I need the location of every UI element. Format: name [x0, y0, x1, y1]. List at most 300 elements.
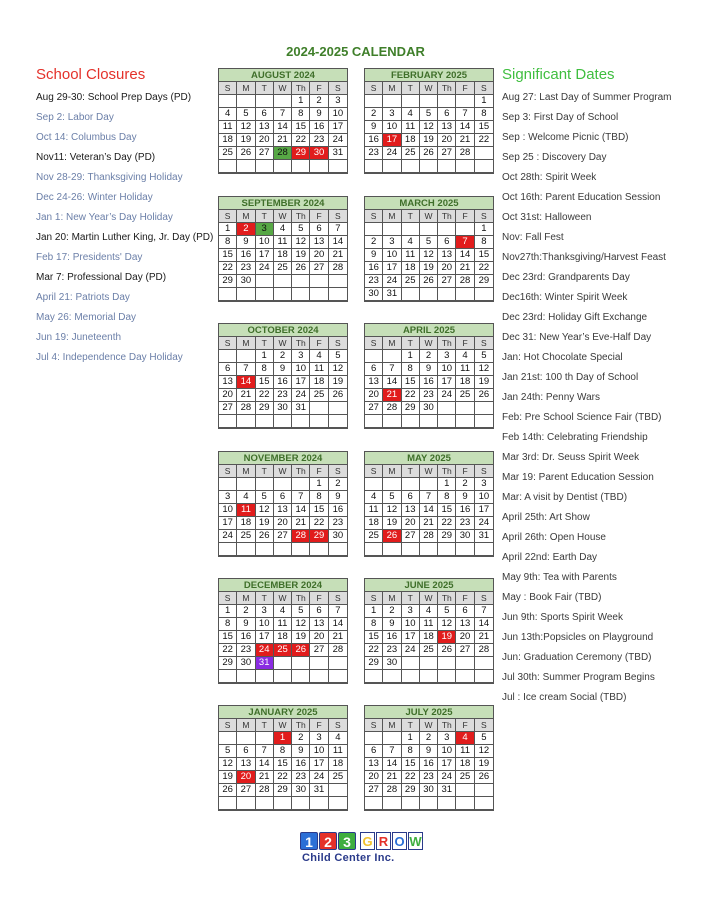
calendar-day: 10: [310, 745, 328, 758]
calendar-empty-cell: [420, 657, 438, 670]
calendar-empty-cell: [292, 478, 310, 491]
calendar-empty-cell: [310, 288, 328, 301]
month-title: DECEMBER 2024: [219, 579, 347, 592]
calendar-day: 16: [237, 631, 255, 644]
calendar-empty-cell: [329, 670, 347, 683]
calendar-day: 18: [310, 376, 328, 389]
significant-date-item: Oct 31st: Halloween: [502, 212, 592, 223]
calendar-day: 14: [475, 618, 493, 631]
calendar-day: 24: [310, 771, 328, 784]
calendar-empty-cell: [456, 402, 474, 415]
calendar-day: 20: [456, 631, 474, 644]
calendar-empty-cell: [365, 543, 383, 556]
calendar-day: 16: [456, 504, 474, 517]
weekday-label: S: [329, 592, 347, 605]
calendar-day: 23: [420, 389, 438, 402]
calendar-day: 21: [475, 631, 493, 644]
calendar-empty-cell: [256, 160, 274, 173]
calendar-day: 22: [292, 134, 310, 147]
closure-item: Dec 24-26: Winter Holiday: [36, 192, 153, 203]
calendar-day: 5: [420, 236, 438, 249]
calendar-day: 21: [329, 631, 347, 644]
calendar-day: 9: [365, 121, 383, 134]
calendar-day: 8: [310, 491, 328, 504]
calendar-day: 2: [420, 732, 438, 745]
calendar-day: 12: [383, 504, 401, 517]
month-calendar: [218, 68, 348, 174]
calendar-day: 28: [383, 784, 401, 797]
calendar-day: 30: [420, 784, 438, 797]
calendar-empty-cell: [383, 415, 401, 428]
calendar-empty-cell: [438, 95, 456, 108]
calendar-empty-cell: [456, 415, 474, 428]
significant-date-item: Sep : Welcome Picnic (TBD): [502, 132, 629, 143]
calendar-day: 5: [383, 491, 401, 504]
significant-dates-list: [502, 64, 692, 712]
calendar-day: 13: [456, 618, 474, 631]
calendar-day: 26: [420, 275, 438, 288]
calendar-empty-cell: [365, 478, 383, 491]
calendar-day: 14: [274, 121, 292, 134]
calendar-day: 27: [438, 147, 456, 160]
calendar-day: 1: [402, 350, 420, 363]
calendar-day: 13: [310, 236, 328, 249]
logo-digit-block: 1: [300, 832, 318, 850]
calendar-day: 1: [274, 732, 292, 745]
calendar-day: 19: [329, 376, 347, 389]
calendar-empty-cell: [274, 288, 292, 301]
calendar-empty-cell: [274, 415, 292, 428]
weekday-label: Th: [438, 719, 456, 732]
calendar-empty-cell: [219, 478, 237, 491]
calendar-day: 21: [256, 771, 274, 784]
calendar-day: 26: [383, 530, 401, 543]
month-title: FEBRUARY 2025: [365, 69, 493, 82]
calendar-empty-cell: [420, 670, 438, 683]
calendar-empty-cell: [402, 670, 420, 683]
calendar-day: 13: [274, 504, 292, 517]
calendar-empty-cell: [402, 288, 420, 301]
calendar-day: 6: [365, 745, 383, 758]
calendar-day: 23: [365, 147, 383, 160]
calendar-empty-cell: [219, 160, 237, 173]
calendar-day: 5: [292, 605, 310, 618]
calendar-day: 21: [420, 517, 438, 530]
calendar-empty-cell: [292, 288, 310, 301]
calendar-day: 17: [256, 631, 274, 644]
calendar-day: 23: [237, 644, 255, 657]
calendar-day: 26: [420, 147, 438, 160]
month-calendar: [364, 196, 494, 302]
calendar-day: 21: [456, 134, 474, 147]
calendar-empty-cell: [292, 160, 310, 173]
calendar-day: 30: [383, 657, 401, 670]
calendar-day: 6: [219, 363, 237, 376]
calendar-day: 3: [383, 236, 401, 249]
calendar-day: 29: [219, 657, 237, 670]
calendar-day: 8: [219, 236, 237, 249]
calendar-day: 14: [329, 236, 347, 249]
calendar-empty-cell: [365, 415, 383, 428]
closure-item: Oct 14: Columbus Day: [36, 132, 137, 143]
calendar-day: 11: [237, 504, 255, 517]
logo-letter-block: O: [392, 832, 407, 850]
calendar-empty-cell: [219, 415, 237, 428]
calendar-day: 15: [402, 758, 420, 771]
calendar-day: 9: [420, 363, 438, 376]
month-title: AUGUST 2024: [219, 69, 347, 82]
logo-word: [360, 832, 423, 850]
calendar-day: 17: [310, 758, 328, 771]
calendar-day: 28: [383, 402, 401, 415]
calendar-day: 4: [237, 491, 255, 504]
calendar-day: 9: [292, 745, 310, 758]
calendar-empty-cell: [456, 160, 474, 173]
calendar-empty-cell: [237, 732, 255, 745]
month-title: JANUARY 2025: [219, 706, 347, 719]
significant-date-item: Dec16th: Winter Spirit Week: [502, 292, 628, 303]
calendar-day: 23: [329, 517, 347, 530]
calendar-day: 19: [475, 376, 493, 389]
weekday-label: F: [310, 210, 328, 223]
calendar-day: 24: [292, 389, 310, 402]
calendar-day: 20: [274, 517, 292, 530]
calendar-empty-cell: [237, 288, 255, 301]
calendar-empty-cell: [383, 478, 401, 491]
weekday-label: S: [475, 465, 493, 478]
weekday-label: Th: [292, 337, 310, 350]
weekday-label: M: [237, 592, 255, 605]
calendar-day: 2: [237, 223, 255, 236]
calendar-day: 2: [310, 95, 328, 108]
calendar-day: 16: [365, 262, 383, 275]
calendar-day: 30: [274, 402, 292, 415]
calendar-day: 7: [329, 223, 347, 236]
calendar-empty-cell: [329, 797, 347, 810]
calendar-empty-cell: [438, 402, 456, 415]
calendar-day: 14: [383, 376, 401, 389]
calendar-day: 10: [256, 236, 274, 249]
calendar-day: 6: [310, 605, 328, 618]
calendar-day: 29: [402, 784, 420, 797]
calendar-day: 23: [456, 517, 474, 530]
weekday-label: M: [383, 719, 401, 732]
weekday-label: S: [365, 82, 383, 95]
month-title: APRIL 2025: [365, 324, 493, 337]
calendar-day: 24: [383, 147, 401, 160]
calendar-empty-cell: [402, 797, 420, 810]
calendar-empty-cell: [329, 657, 347, 670]
calendar-empty-cell: [365, 95, 383, 108]
calendar-day: 12: [420, 121, 438, 134]
calendar-day: 26: [219, 784, 237, 797]
calendar-day: 8: [402, 745, 420, 758]
calendar-day: 18: [237, 517, 255, 530]
significant-date-item: Mar 19: Parent Education Session: [502, 472, 654, 483]
calendar-day: 25: [456, 389, 474, 402]
calendar-day: 29: [310, 530, 328, 543]
calendar-empty-cell: [438, 657, 456, 670]
weekday-label: M: [383, 337, 401, 350]
significant-date-item: Feb: Pre School Science Fair (TBD): [502, 412, 662, 423]
calendar-day: 16: [292, 758, 310, 771]
calendar-empty-cell: [365, 160, 383, 173]
calendar-day: 15: [219, 249, 237, 262]
calendar-day: 29: [219, 275, 237, 288]
calendar-day: 26: [475, 389, 493, 402]
calendar-day: 28: [456, 275, 474, 288]
calendar-day: 12: [475, 363, 493, 376]
calendar-empty-cell: [456, 95, 474, 108]
weekday-label: W: [274, 210, 292, 223]
calendar-empty-cell: [420, 543, 438, 556]
calendar-day: 11: [456, 745, 474, 758]
calendar-empty-cell: [456, 797, 474, 810]
weekday-label: Th: [438, 592, 456, 605]
calendar-day: 16: [310, 121, 328, 134]
calendar-day: 4: [420, 605, 438, 618]
calendar-day: 1: [475, 223, 493, 236]
month-calendar: [218, 705, 348, 811]
calendar-day: 5: [256, 491, 274, 504]
calendar-day: 8: [292, 108, 310, 121]
calendar-day: 9: [383, 618, 401, 631]
calendar-day: 13: [438, 121, 456, 134]
calendar-day: 10: [438, 745, 456, 758]
weekday-label: M: [383, 465, 401, 478]
calendar-day: 11: [402, 121, 420, 134]
calendar-day: 23: [292, 771, 310, 784]
calendar-day: 29: [438, 530, 456, 543]
significant-date-item: Jan: Hot Chocolate Special: [502, 352, 623, 363]
calendar-day: 10: [219, 504, 237, 517]
logo-letter-block: R: [376, 832, 391, 850]
calendar-empty-cell: [219, 797, 237, 810]
calendar-day: 2: [292, 732, 310, 745]
calendar-empty-cell: [310, 415, 328, 428]
calendar-day: 25: [402, 275, 420, 288]
calendar-empty-cell: [475, 784, 493, 797]
calendar-day: 25: [420, 644, 438, 657]
calendar-empty-cell: [456, 543, 474, 556]
calendar-day: 16: [237, 249, 255, 262]
calendar-day: 11: [274, 236, 292, 249]
closure-item: Feb 17: Presidents' Day: [36, 252, 143, 263]
weekday-label: S: [365, 592, 383, 605]
calendar-empty-cell: [365, 732, 383, 745]
calendar-empty-cell: [383, 670, 401, 683]
calendar-day: 4: [274, 605, 292, 618]
calendar-empty-cell: [237, 543, 255, 556]
calendar-empty-cell: [219, 288, 237, 301]
calendar-day: 22: [475, 262, 493, 275]
calendar-day: 10: [256, 618, 274, 631]
calendar-day: 17: [292, 376, 310, 389]
significant-date-item: Feb 14th: Celebrating Friendship: [502, 432, 648, 443]
significant-date-item: Dec 23rd: Holiday Gift Exchange: [502, 312, 648, 323]
calendar-day: 12: [292, 236, 310, 249]
calendar-day: 2: [420, 350, 438, 363]
calendar-day: 2: [274, 350, 292, 363]
calendar-empty-cell: [329, 402, 347, 415]
calendar-day: 26: [438, 644, 456, 657]
calendar-day: 15: [475, 121, 493, 134]
calendar-day: 24: [475, 517, 493, 530]
calendar-empty-cell: [456, 657, 474, 670]
month-calendar: [364, 323, 494, 429]
significant-date-item: Sep 25 : Discovery Day: [502, 152, 607, 163]
calendar-day: 6: [256, 108, 274, 121]
weekday-label: W: [420, 337, 438, 350]
calendar-day: 15: [365, 631, 383, 644]
calendar-day: 14: [420, 504, 438, 517]
calendar-day: 19: [383, 517, 401, 530]
calendar-day: 1: [219, 605, 237, 618]
calendar-day: 22: [402, 771, 420, 784]
calendar-empty-cell: [292, 797, 310, 810]
weekday-label: W: [274, 337, 292, 350]
calendar-day: 7: [292, 491, 310, 504]
calendar-day: 12: [420, 249, 438, 262]
calendar-day: 14: [237, 376, 255, 389]
calendar-empty-cell: [383, 223, 401, 236]
weekday-label: S: [219, 210, 237, 223]
calendar-day: 16: [329, 504, 347, 517]
calendar-day: 17: [256, 249, 274, 262]
calendar-day: 14: [456, 249, 474, 262]
calendar-day: 25: [402, 147, 420, 160]
calendar-day: 1: [256, 350, 274, 363]
calendar-empty-cell: [456, 223, 474, 236]
calendar-day: 6: [456, 605, 474, 618]
calendar-day: 9: [237, 236, 255, 249]
calendar-empty-cell: [274, 160, 292, 173]
calendar-empty-cell: [420, 415, 438, 428]
calendar-day: 3: [402, 605, 420, 618]
calendar-day: 3: [256, 223, 274, 236]
calendar-day: 30: [310, 147, 328, 160]
calendar-day: 28: [292, 530, 310, 543]
calendar-empty-cell: [438, 797, 456, 810]
calendar-empty-cell: [256, 95, 274, 108]
calendar-empty-cell: [365, 797, 383, 810]
calendar-day: 29: [256, 402, 274, 415]
calendar-day: 4: [456, 732, 474, 745]
calendar-empty-cell: [310, 275, 328, 288]
calendar-day: 31: [256, 657, 274, 670]
weekday-label: Th: [292, 210, 310, 223]
calendar-day: 3: [310, 732, 328, 745]
calendar-empty-cell: [438, 543, 456, 556]
calendar-empty-cell: [383, 543, 401, 556]
calendar-day: 22: [219, 644, 237, 657]
weekday-label: W: [274, 592, 292, 605]
calendar-empty-cell: [292, 670, 310, 683]
calendar-day: 29: [274, 784, 292, 797]
significant-date-item: Aug 27: Last Day of Summer Program: [502, 92, 672, 103]
calendar-empty-cell: [219, 95, 237, 108]
calendar-day: 25: [310, 389, 328, 402]
calendar-day: 21: [292, 517, 310, 530]
calendar-empty-cell: [237, 160, 255, 173]
calendar-empty-cell: [402, 223, 420, 236]
weekday-label: F: [456, 465, 474, 478]
calendar-day: 15: [310, 504, 328, 517]
calendar-day: 7: [256, 745, 274, 758]
calendar-day: 21: [329, 249, 347, 262]
calendar-empty-cell: [402, 415, 420, 428]
calendar-day: 27: [219, 402, 237, 415]
weekday-label: Th: [438, 82, 456, 95]
calendar-day: 1: [310, 478, 328, 491]
calendar-empty-cell: [475, 160, 493, 173]
weekday-label: W: [420, 592, 438, 605]
weekday-label: M: [237, 82, 255, 95]
significant-date-item: Nov27th:Thanksgiving/Harvest Feast: [502, 252, 666, 263]
weekday-label: M: [383, 82, 401, 95]
weekday-label: Th: [438, 465, 456, 478]
significant-date-item: Jun 9th: Sports Spirit Week: [502, 612, 623, 623]
significant-date-item: Jan 24th: Penny Wars: [502, 392, 601, 403]
calendar-empty-cell: [438, 288, 456, 301]
calendar-day: 19: [237, 134, 255, 147]
calendar-day: 13: [365, 758, 383, 771]
calendar-day: 1: [402, 732, 420, 745]
closure-item: Jul 4: Independence Day Holiday: [36, 352, 183, 363]
calendar-day: 18: [402, 134, 420, 147]
calendar-day: 15: [292, 121, 310, 134]
calendar-day: 11: [420, 618, 438, 631]
month-calendar: [218, 578, 348, 684]
calendar-day: 30: [292, 784, 310, 797]
calendar-day: 7: [237, 363, 255, 376]
weekday-label: T: [256, 82, 274, 95]
calendar-day: 5: [475, 732, 493, 745]
calendar-day: 5: [292, 223, 310, 236]
calendar-empty-cell: [475, 543, 493, 556]
calendar-day: 29: [475, 275, 493, 288]
calendar-day: 8: [402, 363, 420, 376]
calendar-day: 27: [310, 644, 328, 657]
significant-date-item: Dec 31: New Year’s Eve-Half Day: [502, 332, 652, 343]
calendar-day: 12: [237, 121, 255, 134]
calendar-day: 21: [383, 771, 401, 784]
calendar-empty-cell: [329, 415, 347, 428]
calendar-day: 30: [365, 288, 383, 301]
calendar-empty-cell: [237, 95, 255, 108]
calendar-day: 4: [456, 350, 474, 363]
calendar-day: 10: [402, 618, 420, 631]
significant-date-item: Jul : Ice cream Social (TBD): [502, 692, 627, 703]
calendar-day: 3: [438, 732, 456, 745]
closure-item: Jun 19: Juneteenth: [36, 332, 122, 343]
calendar-day: 22: [365, 644, 383, 657]
calendar-day: 27: [310, 262, 328, 275]
calendar-day: 28: [475, 644, 493, 657]
calendar-day: 5: [420, 108, 438, 121]
calendar-day: 24: [329, 134, 347, 147]
calendar-empty-cell: [310, 797, 328, 810]
calendar-day: 15: [438, 504, 456, 517]
calendar-day: 4: [402, 108, 420, 121]
calendar-day: 21: [456, 262, 474, 275]
calendar-empty-cell: [219, 350, 237, 363]
calendar-day: 25: [274, 262, 292, 275]
weekday-label: S: [219, 337, 237, 350]
calendar-day: 22: [219, 262, 237, 275]
calendar-empty-cell: [310, 543, 328, 556]
month-title: MARCH 2025: [365, 197, 493, 210]
